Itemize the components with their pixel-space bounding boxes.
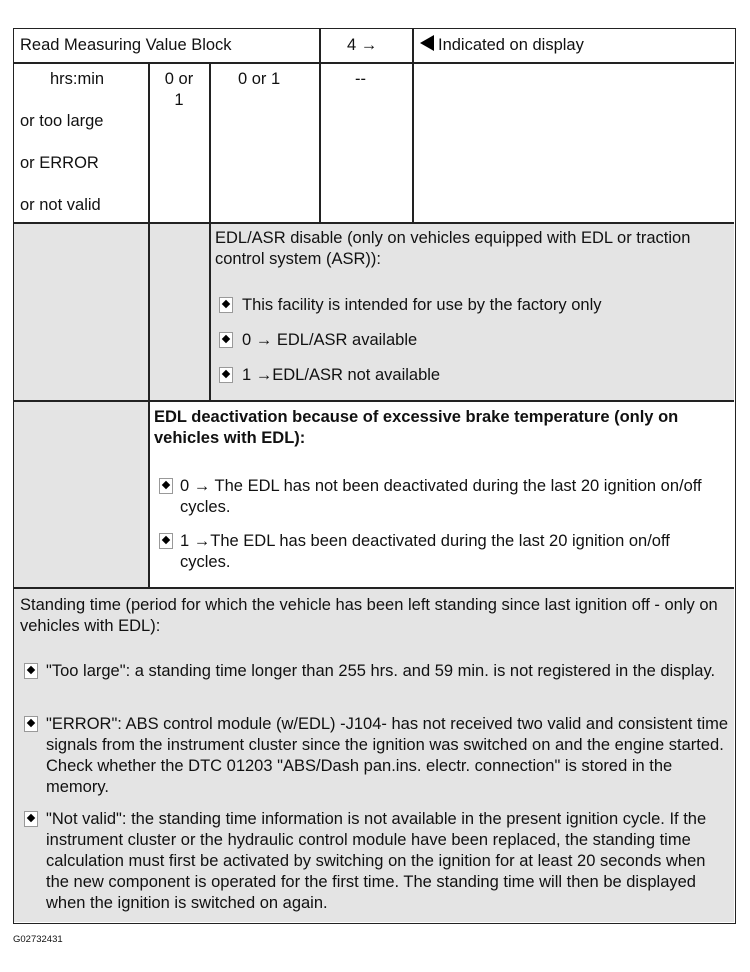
indicated-display-cell: [412, 63, 734, 223]
measuring-value-table: [13, 28, 736, 924]
diamond-bullet-icon: [159, 533, 173, 549]
edl-deactivation-value-range: 0 or 1: [238, 70, 281, 88]
unit-not-valid: or not valid: [20, 196, 101, 214]
standing-time-heading: Standing time (period for which the vehicle has been left standing since last ignition off - only on vehicles with EDL):: [20, 596, 718, 635]
diamond-bullet-icon: [219, 367, 233, 383]
figure-id: G02732431: [13, 934, 63, 945]
diamond-bullet-icon: [219, 332, 233, 348]
indicated-label: Indicated on display: [438, 36, 584, 54]
edl-deactivation-item: 1 →The EDL has been deactivated during the last 20 ignition on/off cycles.: [180, 532, 670, 571]
standing-time-item: "ERROR": ABS control module (w/EDL) -J104- has not received two valid and consistent time signals from the instrument cluster since the ignition was switched on and the engine started. Check whether the DTC 01203 "ABS/Dash pan.ins. electr. connection" is stored in the memory.: [46, 715, 729, 796]
diamond-bullet-icon: [159, 478, 173, 494]
display-group-label: 4 →: [347, 36, 378, 54]
edl-asr-heading: EDL/ASR disable (only on vehicles equipped with EDL or traction control system (ASR)):: [215, 229, 691, 268]
edl-asr-value-range: 0 or 1: [164, 70, 194, 109]
edl-asr-item: 1 →EDL/ASR not available: [242, 366, 441, 384]
divider: [14, 400, 734, 402]
divider: [14, 222, 734, 224]
standing-time-item: "Not valid": the standing time information is not available in the present ignition cycle. If the instrument cluster or the hydraulic control module have been replaced, the standing time calculation must first be activated by switching on the ignition for at least 20 seconds when the new component is operated for the first time. The standing time will then be displayed when the ignition is switched on again.: [46, 810, 707, 912]
divider: [412, 29, 414, 223]
edl-deactivation-row-left: [14, 401, 149, 588]
diamond-bullet-icon: [24, 811, 38, 827]
divider: [209, 63, 211, 401]
edl-deactivation-heading: EDL deactivation because of excessive brake temperature (only on vehicles with EDL):: [154, 408, 679, 447]
standing-time-placeholder: --: [355, 70, 366, 88]
diamond-bullet-icon: [24, 663, 38, 679]
diamond-bullet-icon: [219, 297, 233, 313]
edl-asr-item: 0 → EDL/ASR available: [242, 331, 418, 349]
divider: [14, 62, 734, 64]
edl-asr-item: This facility is intended for use by the factory only: [242, 296, 602, 314]
divider: [148, 63, 150, 588]
unit-too-large: or too large: [20, 112, 104, 130]
block-title: Read Measuring Value Block: [20, 36, 232, 54]
unit-error: or ERROR: [20, 154, 99, 172]
divider: [319, 29, 321, 63]
left-triangle-icon: [420, 35, 434, 51]
indicated-on-display: [420, 35, 584, 56]
edl-deactivation-item: 0 → The EDL has not been deactivated during the last 20 ignition on/off cycles.: [180, 477, 702, 516]
divider: [319, 63, 321, 223]
standing-time-item: "Too large": a standing time longer than 255 hrs. and 59 min. is not registered in the display.: [46, 662, 716, 680]
unit-hrs-min: hrs:min: [50, 70, 105, 88]
diamond-bullet-icon: [24, 716, 38, 732]
divider: [14, 587, 734, 589]
